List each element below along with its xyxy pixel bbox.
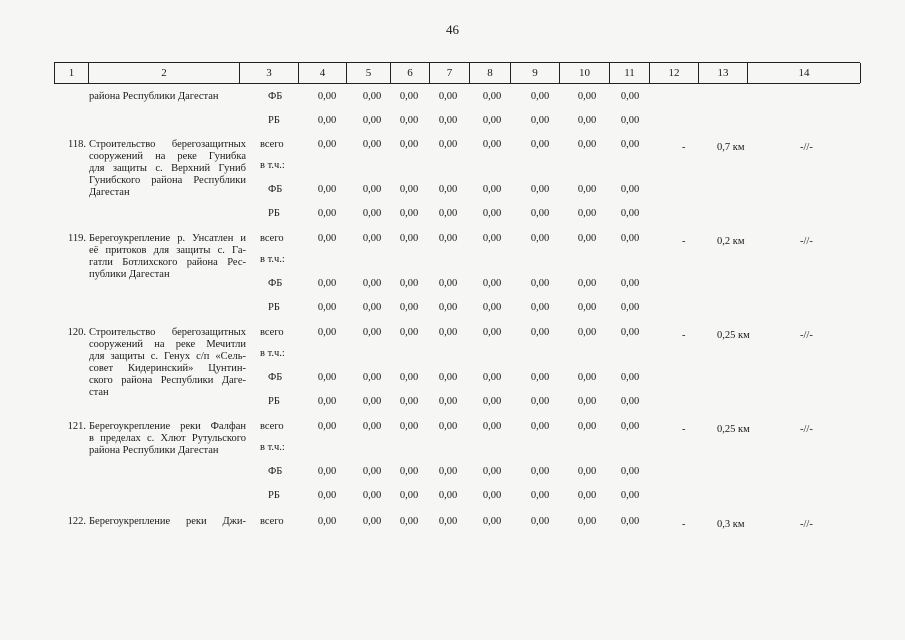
item-118.-row-0-value-col10: 0,00 — [577, 139, 597, 150]
continuation-row-1-value-col6: 0,00 — [399, 115, 419, 126]
item-119.-row-2-value-col10: 0,00 — [577, 278, 597, 289]
row-type-label: РБ — [268, 396, 280, 407]
item-118.-row-3-value-col11: 0,00 — [620, 208, 640, 219]
row-type-label: ФБ — [268, 466, 283, 477]
item-120.-row-0-value-col9: 0,00 — [530, 327, 550, 338]
continuation-row-0-value-col9: 0,00 — [530, 91, 550, 102]
item-description-line: Гунибского района Республики — [89, 175, 246, 186]
item-120.-row-0-value-col11: 0,00 — [620, 327, 640, 338]
header-cell-4: 4 — [299, 63, 347, 83]
row-type-label: ФБ — [268, 91, 283, 102]
item-note: -//- — [800, 519, 813, 530]
item-description-line: Берегоукрепление реки Джи- — [89, 516, 246, 527]
continuation-row-0-value-col7: 0,00 — [438, 91, 458, 102]
item-dash: - — [682, 519, 686, 530]
item-121.-row-3-value-col7: 0,00 — [438, 490, 458, 501]
item-121.-row-0-value-col6: 0,00 — [399, 421, 419, 432]
item-120.-row-0-value-col8: 0,00 — [482, 327, 502, 338]
item-119.-row-2-value-col9: 0,00 — [530, 278, 550, 289]
item-118.-row-0-value-col7: 0,00 — [438, 139, 458, 150]
item-122.-row-0-value-col5: 0,00 — [362, 516, 382, 527]
header-cell-3: 3 — [240, 63, 299, 83]
item-note: -//- — [800, 330, 813, 341]
item-121.-row-3-value-col9: 0,00 — [530, 490, 550, 501]
continuation-row-0-value-col8: 0,00 — [482, 91, 502, 102]
row-type-label: в т.ч.: — [260, 442, 285, 453]
item-118.-row-2-value-col4: 0,00 — [317, 184, 337, 195]
row-type-label: всего — [260, 327, 284, 338]
item-119.-row-3-value-col7: 0,00 — [438, 302, 458, 313]
item-122.-row-0-value-col6: 0,00 — [399, 516, 419, 527]
item-118.-row-2-value-col6: 0,00 — [399, 184, 419, 195]
item-number: 118. — [68, 139, 86, 150]
item-118.-row-3-value-col10: 0,00 — [577, 208, 597, 219]
item-length: 0,2 км — [717, 236, 745, 247]
item-120.-row-3-value-col8: 0,00 — [482, 396, 502, 407]
table-header — [54, 62, 860, 84]
item-description-line: её притоков для защиты с. Га- — [89, 245, 246, 256]
item-120.-row-2-value-col6: 0,00 — [399, 372, 419, 383]
item-119.-row-3-value-col9: 0,00 — [530, 302, 550, 313]
item-118.-row-2-value-col8: 0,00 — [482, 184, 502, 195]
item-121.-row-0-value-col4: 0,00 — [317, 421, 337, 432]
item-description-line: сооружений на реке Гунибка — [89, 151, 246, 162]
item-length: 0,3 км — [717, 519, 745, 530]
item-119.-row-3-value-col6: 0,00 — [399, 302, 419, 313]
item-118.-row-2-value-col10: 0,00 — [577, 184, 597, 195]
row-type-label: ФБ — [268, 278, 283, 289]
item-120.-row-2-value-col10: 0,00 — [577, 372, 597, 383]
item-description-line: Берегоукрепление реки Фалфан — [89, 421, 246, 432]
header-cell-13: 13 — [699, 63, 748, 83]
item-118.-row-2-value-col11: 0,00 — [620, 184, 640, 195]
item-119.-row-3-value-col4: 0,00 — [317, 302, 337, 313]
item-121.-row-3-value-col4: 0,00 — [317, 490, 337, 501]
item-118.-row-0-value-col8: 0,00 — [482, 139, 502, 150]
item-121.-row-2-value-col9: 0,00 — [530, 466, 550, 477]
header-cell-1: 1 — [55, 63, 89, 83]
row-type-label: РБ — [268, 302, 280, 313]
continuation-description: района Республики Дагестан — [89, 91, 219, 102]
item-description-line: района Республики Дагестан — [89, 445, 219, 456]
item-119.-row-3-value-col5: 0,00 — [362, 302, 382, 313]
item-119.-row-3-value-col8: 0,00 — [482, 302, 502, 313]
item-description-line: гатли Ботлихского района Рес- — [89, 257, 246, 268]
item-119.-row-2-value-col4: 0,00 — [317, 278, 337, 289]
item-120.-row-3-value-col11: 0,00 — [620, 396, 640, 407]
item-122.-row-0-value-col7: 0,00 — [438, 516, 458, 527]
item-119.-row-0-value-col8: 0,00 — [482, 233, 502, 244]
item-118.-row-0-value-col11: 0,00 — [620, 139, 640, 150]
item-118.-row-0-value-col5: 0,00 — [362, 139, 382, 150]
continuation-row-0-value-col5: 0,00 — [362, 91, 382, 102]
row-type-label: РБ — [268, 115, 280, 126]
page-number: 46 — [446, 22, 459, 37]
row-type-label: РБ — [268, 490, 280, 501]
item-note: -//- — [800, 424, 813, 435]
item-dash: - — [682, 236, 686, 247]
item-118.-row-3-value-col8: 0,00 — [482, 208, 502, 219]
header-cell-11: 11 — [610, 63, 650, 83]
item-121.-row-0-value-col7: 0,00 — [438, 421, 458, 432]
item-120.-row-0-value-col6: 0,00 — [399, 327, 419, 338]
item-121.-row-2-value-col10: 0,00 — [577, 466, 597, 477]
item-119.-row-0-value-col9: 0,00 — [530, 233, 550, 244]
item-118.-row-3-value-col9: 0,00 — [530, 208, 550, 219]
item-118.-row-0-value-col6: 0,00 — [399, 139, 419, 150]
item-118.-row-0-value-col4: 0,00 — [317, 139, 337, 150]
item-119.-row-0-value-col5: 0,00 — [362, 233, 382, 244]
item-121.-row-0-value-col11: 0,00 — [620, 421, 640, 432]
row-type-label: РБ — [268, 208, 280, 219]
item-119.-row-0-value-col4: 0,00 — [317, 233, 337, 244]
item-119.-row-3-value-col10: 0,00 — [577, 302, 597, 313]
continuation-row-1-value-col7: 0,00 — [438, 115, 458, 126]
item-120.-row-2-value-col9: 0,00 — [530, 372, 550, 383]
item-description-line: сооружений на реке Мечитли — [89, 339, 246, 350]
item-118.-row-3-value-col6: 0,00 — [399, 208, 419, 219]
row-type-label: в т.ч.: — [260, 160, 285, 171]
item-120.-row-2-value-col8: 0,00 — [482, 372, 502, 383]
item-122.-row-0-value-col11: 0,00 — [620, 516, 640, 527]
item-description-line: Дагестан — [89, 187, 130, 198]
continuation-row-1-value-col8: 0,00 — [482, 115, 502, 126]
item-121.-row-3-value-col10: 0,00 — [577, 490, 597, 501]
item-118.-row-3-value-col4: 0,00 — [317, 208, 337, 219]
row-type-label: в т.ч.: — [260, 348, 285, 359]
item-122.-row-0-value-col9: 0,00 — [530, 516, 550, 527]
item-118.-row-2-value-col7: 0,00 — [438, 184, 458, 195]
item-description-line: совет Кидеринский» Цунтин- — [89, 363, 246, 374]
item-120.-row-2-value-col4: 0,00 — [317, 372, 337, 383]
continuation-row-1-value-col9: 0,00 — [530, 115, 550, 126]
item-number: 120. — [67, 327, 86, 338]
header-cell-7: 7 — [430, 63, 470, 83]
item-length: 0,25 км — [717, 330, 750, 341]
item-121.-row-2-value-col5: 0,00 — [362, 466, 382, 477]
item-dash: - — [682, 330, 686, 341]
continuation-row-0-value-col6: 0,00 — [399, 91, 419, 102]
item-120.-row-2-value-col7: 0,00 — [438, 372, 458, 383]
item-dash: - — [682, 142, 686, 153]
item-120.-row-2-value-col11: 0,00 — [620, 372, 640, 383]
item-119.-row-0-value-col11: 0,00 — [620, 233, 640, 244]
item-description-line: Строительство берегозащитных — [89, 139, 246, 150]
item-121.-row-2-value-col11: 0,00 — [620, 466, 640, 477]
item-120.-row-3-value-col10: 0,00 — [577, 396, 597, 407]
item-120.-row-0-value-col10: 0,00 — [577, 327, 597, 338]
item-121.-row-3-value-col8: 0,00 — [482, 490, 502, 501]
item-121.-row-3-value-col6: 0,00 — [399, 490, 419, 501]
continuation-row-0-value-col11: 0,00 — [620, 91, 640, 102]
item-118.-row-2-value-col5: 0,00 — [362, 184, 382, 195]
item-number: 121. — [67, 421, 86, 432]
row-type-label: всего — [260, 139, 284, 150]
row-type-label: ФБ — [268, 372, 283, 383]
header-cell-9: 9 — [511, 63, 560, 83]
item-121.-row-2-value-col6: 0,00 — [399, 466, 419, 477]
item-description-line: в пределах с. Хлют Рутульского — [89, 433, 246, 444]
continuation-row-1-value-col5: 0,00 — [362, 115, 382, 126]
item-120.-row-3-value-col6: 0,00 — [399, 396, 419, 407]
item-dash: - — [682, 424, 686, 435]
header-cell-2: 2 — [89, 63, 240, 83]
item-118.-row-3-value-col7: 0,00 — [438, 208, 458, 219]
header-cell-12: 12 — [650, 63, 699, 83]
item-119.-row-2-value-col6: 0,00 — [399, 278, 419, 289]
item-note: -//- — [800, 142, 813, 153]
row-type-label: всего — [260, 233, 284, 244]
item-description-line: стан — [89, 387, 109, 398]
item-122.-row-0-value-col8: 0,00 — [482, 516, 502, 527]
item-120.-row-2-value-col5: 0,00 — [362, 372, 382, 383]
header-cell-10: 10 — [560, 63, 610, 83]
row-type-label: ФБ — [268, 184, 283, 195]
item-119.-row-0-value-col6: 0,00 — [399, 233, 419, 244]
header-cell-8: 8 — [470, 63, 511, 83]
item-121.-row-2-value-col4: 0,00 — [317, 466, 337, 477]
item-description-line: для защиты с. Верхний Гуниб — [89, 163, 246, 174]
item-length: 0,25 км — [717, 424, 750, 435]
continuation-row-1-value-col10: 0,00 — [577, 115, 597, 126]
header-cell-5: 5 — [347, 63, 391, 83]
row-type-label: в т.ч.: — [260, 254, 285, 265]
item-121.-row-3-value-col11: 0,00 — [620, 490, 640, 501]
item-length: 0,7 км — [717, 142, 745, 153]
item-120.-row-3-value-col9: 0,00 — [530, 396, 550, 407]
item-description-line: Строительство берегозащитных — [89, 327, 246, 338]
item-121.-row-2-value-col7: 0,00 — [438, 466, 458, 477]
item-122.-row-0-value-col10: 0,00 — [577, 516, 597, 527]
row-type-label: всего — [260, 516, 284, 527]
item-119.-row-0-value-col10: 0,00 — [577, 233, 597, 244]
item-number: 122. — [67, 516, 86, 527]
item-121.-row-0-value-col5: 0,00 — [362, 421, 382, 432]
row-type-label: всего — [260, 421, 284, 432]
continuation-row-0-value-col10: 0,00 — [577, 91, 597, 102]
item-119.-row-2-value-col8: 0,00 — [482, 278, 502, 289]
continuation-row-1-value-col11: 0,00 — [620, 115, 640, 126]
item-120.-row-0-value-col7: 0,00 — [438, 327, 458, 338]
item-description-line: публики Дагестан — [89, 269, 170, 280]
item-description-line: для защиты с. Генух с/п «Сель- — [89, 351, 246, 362]
item-121.-row-2-value-col8: 0,00 — [482, 466, 502, 477]
item-119.-row-2-value-col5: 0,00 — [362, 278, 382, 289]
item-121.-row-0-value-col9: 0,00 — [530, 421, 550, 432]
item-description-line: ского района Республики Даге- — [89, 375, 246, 386]
item-note: -//- — [800, 236, 813, 247]
item-118.-row-3-value-col5: 0,00 — [362, 208, 382, 219]
item-118.-row-2-value-col9: 0,00 — [530, 184, 550, 195]
item-120.-row-3-value-col7: 0,00 — [438, 396, 458, 407]
item-121.-row-0-value-col8: 0,00 — [482, 421, 502, 432]
item-119.-row-3-value-col11: 0,00 — [620, 302, 640, 313]
item-118.-row-0-value-col9: 0,00 — [530, 139, 550, 150]
item-description-line: Берегоукрепление р. Унсатлен и — [89, 233, 246, 244]
item-119.-row-2-value-col11: 0,00 — [620, 278, 640, 289]
item-120.-row-0-value-col4: 0,00 — [317, 327, 337, 338]
header-cell-14: 14 — [748, 63, 861, 83]
item-120.-row-3-value-col5: 0,00 — [362, 396, 382, 407]
continuation-row-0-value-col4: 0,00 — [317, 91, 337, 102]
item-120.-row-3-value-col4: 0,00 — [317, 396, 337, 407]
item-121.-row-0-value-col10: 0,00 — [577, 421, 597, 432]
item-120.-row-0-value-col5: 0,00 — [362, 327, 382, 338]
item-121.-row-3-value-col5: 0,00 — [362, 490, 382, 501]
continuation-row-1-value-col4: 0,00 — [317, 115, 337, 126]
item-122.-row-0-value-col4: 0,00 — [317, 516, 337, 527]
item-number: 119. — [68, 233, 86, 244]
item-119.-row-0-value-col7: 0,00 — [438, 233, 458, 244]
item-119.-row-2-value-col7: 0,00 — [438, 278, 458, 289]
header-cell-6: 6 — [391, 63, 430, 83]
